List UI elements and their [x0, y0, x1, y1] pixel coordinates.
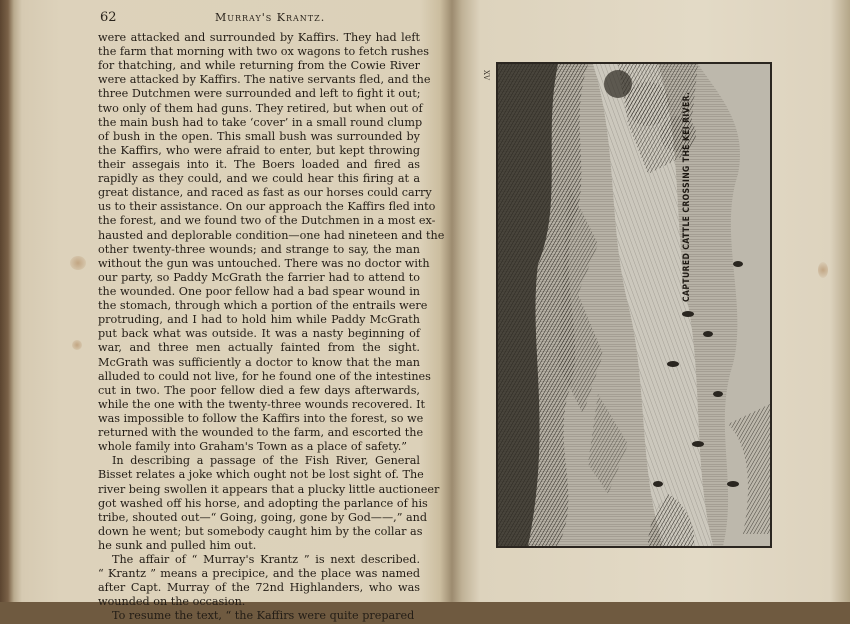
text-line: “ Krantz ” means a precipice, and the place was named — [98, 567, 420, 581]
foxing-stain — [72, 340, 82, 350]
text-line: our party, so Paddy McGrath the farrier had to attend to — [98, 270, 420, 284]
text-line: he sunk and pulled him out. — [98, 538, 257, 552]
text-line: were attacked by Kaffirs. The native servants fled, and the — [98, 73, 431, 87]
text-line: the main bush had to take ‘cover’ in a small round clump — [98, 115, 423, 129]
body-text — [98, 31, 445, 624]
text-line: was impossible to follow the Kaffirs into the forest, so we — [98, 411, 424, 425]
page-number: 62 — [100, 10, 117, 25]
text-line: hausted and deplorable condition—one had nineteen and the — [98, 228, 445, 242]
text-line: river being swollen it appears that a plucky little auctioneer — [98, 482, 440, 496]
text-line: their assegais into it. The Boers loaded and fired as — [98, 157, 420, 171]
foxing-stain — [70, 256, 86, 270]
text-line: were attacked and surrounded by Kaffirs. They had left — [98, 31, 420, 44]
text-line: put back what was outside. It was a nasty beginning of — [98, 327, 420, 341]
text-line: the farm that morning with two ox wagons to fetch rushes — [98, 45, 429, 59]
text-line: To resume the text, “ the Kaffirs were quite prepared — [112, 609, 415, 623]
text-line: us to their assistance. On our approach the Kaffirs fled into — [98, 200, 436, 214]
plate-number: XV — [482, 70, 490, 81]
plate-caption: CAPTURED CATTLE CROSSING THE KEI RIVER. — [682, 91, 692, 302]
text-line: In describing a passage of the Fish River, General — [112, 454, 420, 468]
text-line: returned with the wounded to the farm, and escorted the — [98, 426, 424, 440]
text-line: whole family into Graham's Town as a place of safety.” — [98, 440, 408, 454]
text-line: the stomach, through which a portion of the entrails were — [98, 299, 428, 313]
text-line: rapidly as they could, and we could hear this firing at a — [98, 172, 420, 186]
engraving-plate — [496, 62, 772, 548]
text-line: of bush in the open. This small bush was surrounded by — [98, 129, 420, 143]
text-line: after Capt. Murray of the 72nd Highlanders, who was — [98, 581, 420, 595]
text-line: three Dutchmen were surrounded and left to fight it out; — [98, 87, 421, 101]
text-line: while the one with the twenty-three wounds recovered. It — [98, 397, 425, 411]
text-line: the wounded. One poor fellow had a bad spear wound in — [98, 284, 420, 298]
text-line: great distance, and raced as fast as our horses could carry — [98, 186, 432, 200]
text-line: down he went; but somebody caught him by the collar as — [98, 524, 423, 538]
text-line: alluded to could not live, for he found one of the intestines — [98, 369, 431, 383]
text-line: tribe, shouted out—“ Going, going, gone by God——,” and — [98, 510, 428, 524]
text-line: the Kaffirs, who were afraid to enter, but kept throwing — [98, 143, 420, 157]
right-page — [456, 0, 850, 602]
text-line: protruding, and I had to hold him while Paddy McGrath — [98, 313, 420, 327]
engraving-illustration — [498, 64, 770, 546]
text-line: Bisset relates a joke which ought not be lost sight of. The — [98, 468, 424, 482]
text-line: for thatching, and while returning from the Cowie River — [98, 59, 420, 73]
text-line: McGrath was sufficiently a doctor to know that the man — [98, 355, 420, 369]
text-line: two only of them had guns. They retired, but when out of — [98, 101, 423, 115]
foxing-stain — [818, 262, 828, 278]
text-line: other twenty-three wounds; and strange to say, the man — [98, 242, 420, 256]
text-line: got washed off his horse, and adopting the parlance of his — [98, 496, 428, 510]
text-line: cut in two. The poor fellow died a few days afterwards, — [98, 383, 420, 397]
text-line: the forest, and we found two of the Dutchmen in a most ex- — [98, 214, 436, 228]
text-line: The affair of “ Murray's Krantz ” is next described. — [112, 553, 420, 567]
left-page — [18, 0, 450, 623]
text-line: war, and three men actually fainted from the sight. — [98, 341, 420, 355]
page-header — [100, 10, 430, 30]
text-line: without the gun was untouched. There was no doctor with — [98, 256, 430, 270]
running-title: Murray's Krantz. — [215, 11, 326, 24]
text-line: wounded on the occasion. — [98, 595, 246, 609]
